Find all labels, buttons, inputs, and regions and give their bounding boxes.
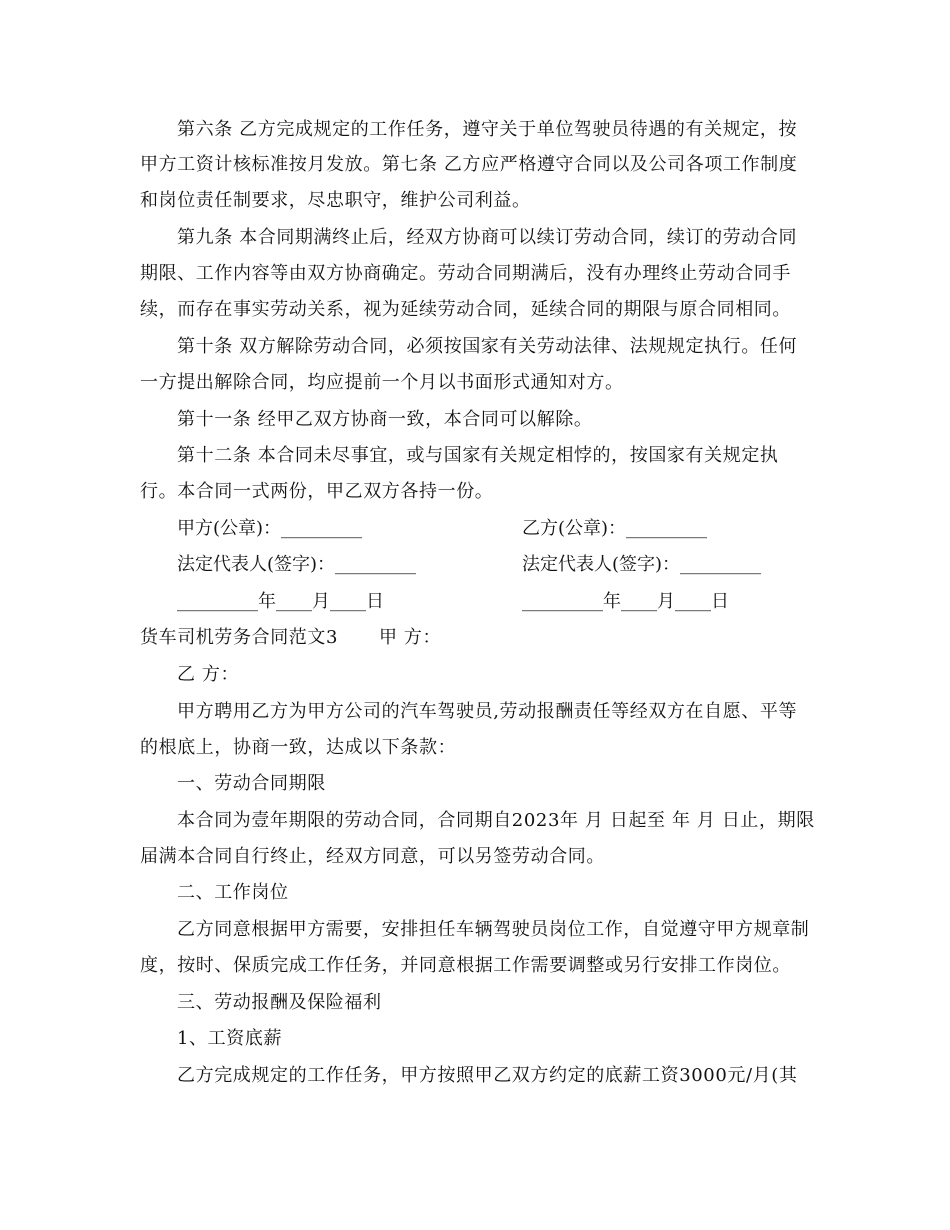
section-1-body-line-1: 本合同为壹年期限的劳动合同，合同期自2023年 月 日起至 年 月 日止，期限 <box>177 810 815 831</box>
section-2-body-line-2: 度，按时、保质完成工作任务，并同意根据工作需要调整或另行安排工作岗位。 <box>140 955 791 976</box>
article-9-line-3: 续，而存在事实劳动关系，视为延续劳动合同，延续合同的期限与原合同相同。 <box>140 299 791 320</box>
article-6-line-3: 和岗位责任制要求，尽忠职守，维护公司利益。 <box>140 190 531 211</box>
intro-line-1: 甲方聘用乙方为甲方公司的汽车驾驶员,劳动报酬责任等经双方在自愿、平等 <box>177 701 798 722</box>
section-2-body-line-1: 乙方同意根据甲方需要，安排担任车辆驾驶员岗位工作，自觉遵守甲方规章制 <box>177 919 810 940</box>
party-b-seal: 乙方(公章)：_________ <box>522 518 708 539</box>
subsection-1-body-line-1: 乙方完成规定的工作任务，甲方按照甲乙双方约定的底薪工资3000元/月(其 <box>177 1065 798 1086</box>
article-10-line-1: 第十条 双方解除劳动合同，必须按国家有关劳动法律、法规规定执行。任何 <box>177 336 798 357</box>
party-b-date: _________年____月____日 <box>522 591 729 612</box>
second-contract-party-b: 乙 方： <box>177 664 240 685</box>
section-2-heading: 二、工作岗位 <box>177 882 289 903</box>
article-11-line-1: 第十一条 经甲乙双方协商一致，本合同可以解除。 <box>177 409 593 430</box>
party-a-representative: 法定代表人(签字)：_________ <box>177 554 417 575</box>
second-contract-party-a: 甲 方： <box>379 627 442 648</box>
article-10-line-2: 一方提出解除合同，均应提前一个月以书面形式通知对方。 <box>140 372 624 393</box>
party-a-date: _________年____月____日 <box>177 591 384 612</box>
section-1-heading: 一、劳动合同期限 <box>177 773 326 794</box>
section-1-body-line-2: 届满本合同自行终止，经双方同意，可以另签劳动合同。 <box>140 846 605 867</box>
article-9-line-1: 第九条 本合同期满终止后，经双方协商可以续订劳动合同，续订的劳动合同 <box>177 227 798 248</box>
second-contract-title: 货车司机劳务合同范文3 <box>140 627 339 648</box>
subsection-1-heading: 1、工资底薪 <box>177 1028 283 1049</box>
party-a-seal: 甲方(公章)：_________ <box>177 518 363 539</box>
article-9-line-2: 期限、工作内容等由双方协商确定。劳动合同期满后，没有办理终止劳动合同手 <box>140 263 791 284</box>
party-b-representative: 法定代表人(签字)：_________ <box>522 554 762 575</box>
intro-line-2: 的根底上，协商一致，达成以下条款： <box>140 737 457 758</box>
section-3-heading: 三、劳动报酬及保险福利 <box>177 992 382 1013</box>
article-12-line-1: 第十二条 本合同未尽事宜，或与国家有关规定相悖的，按国家有关规定执 <box>177 445 779 466</box>
article-6-line-2: 甲方工资计核标准按月发放。第七条 乙方应严格遵守合同以及公司各项工作制度 <box>140 154 798 175</box>
article-6-line-1: 第六条 乙方完成规定的工作任务，遵守关于单位驾驶员待遇的有关规定，按 <box>177 119 798 140</box>
article-12-line-2: 行。本合同一式两份，甲乙双方各持一份。 <box>140 481 494 502</box>
